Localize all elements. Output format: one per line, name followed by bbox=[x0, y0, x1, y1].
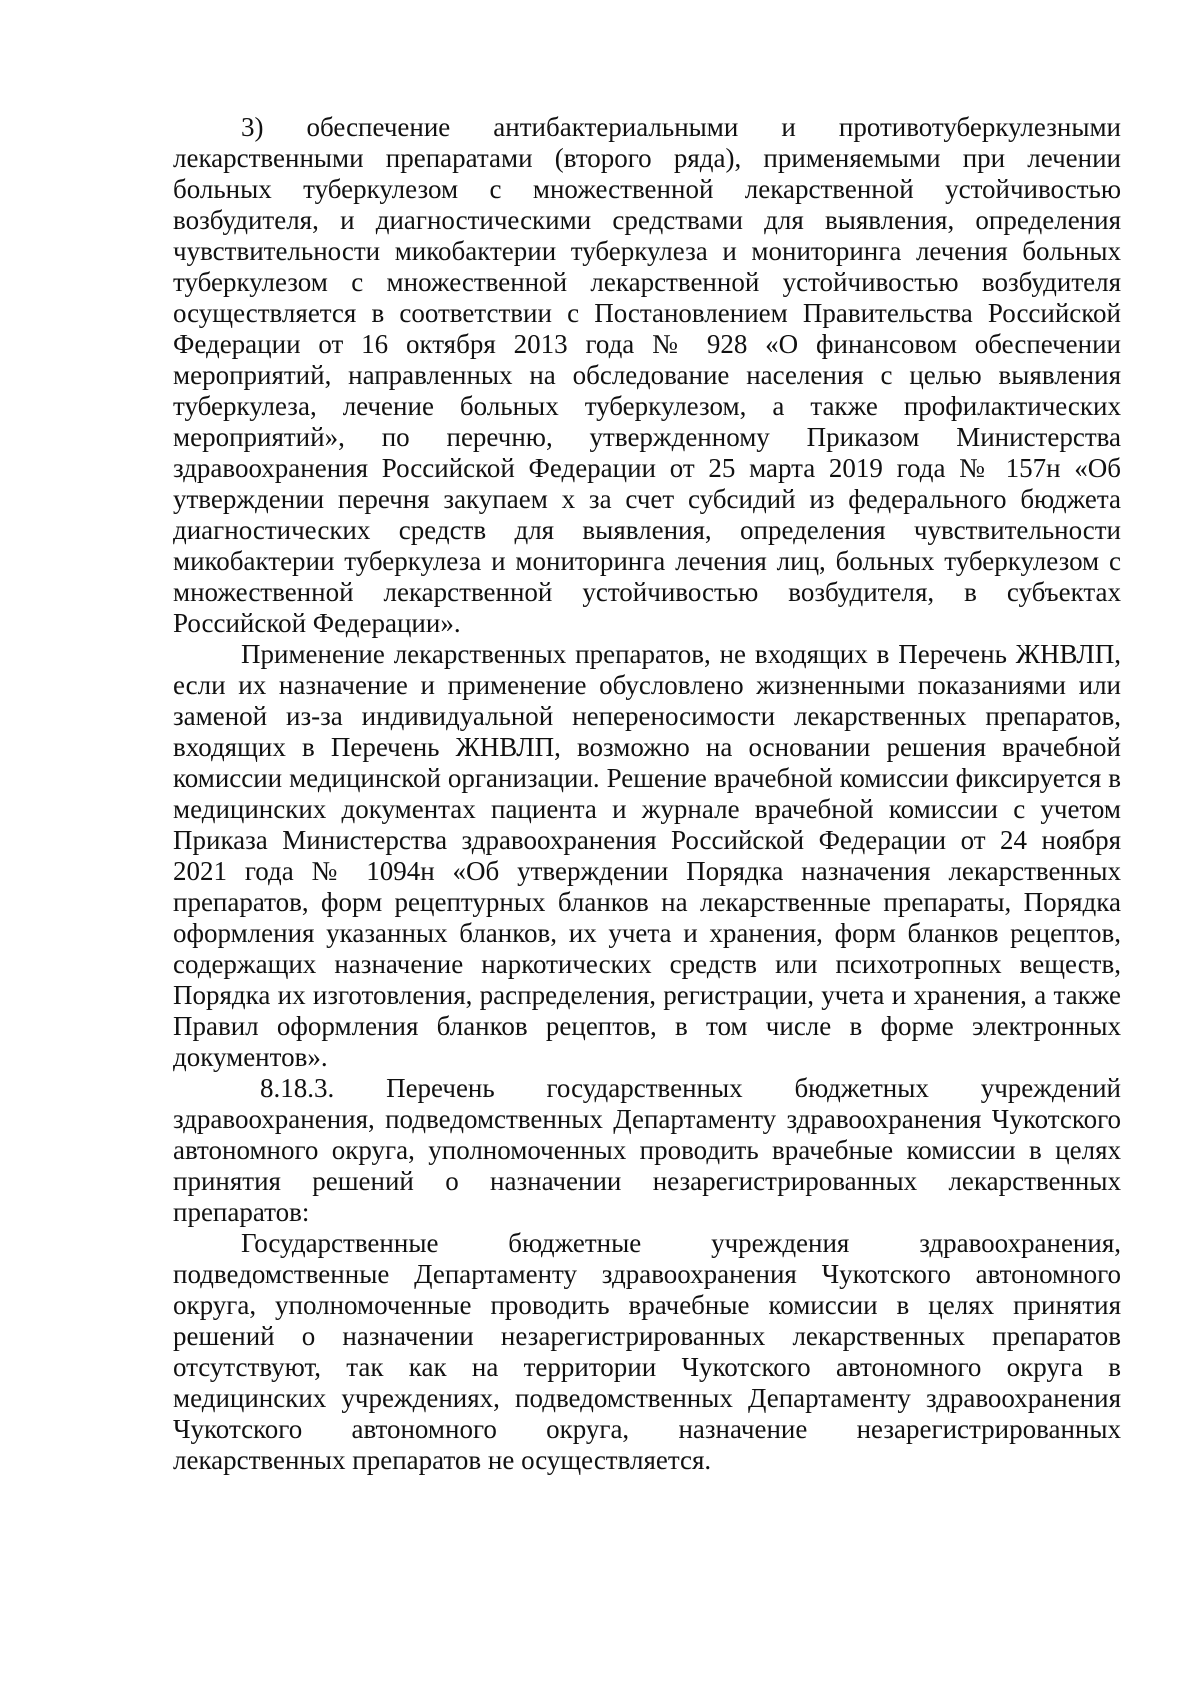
paragraph-non-zhnvlp-drugs: Применение лекарственных препаратов, не входящих в Перечень ЖНВЛП, если их назначение и применение обусловлено жизненными показаниями или заменой из-за индивидуальной непереносимости лекарственных препаратов, входящих в Перечень ЖНВЛП, возможно на основании решения врачебной комиссии медицинской организации. Решение врачебной комиссии фиксируется в медицинских документах пациента и журнале врачебной комиссии с учетом Приказа Министерства здравоохранения Российской Федерации от 24 ноября 2021 года № 1094н «Об утверждении Порядка назначения лекарственных препаратов, форм рецептурных бланков на лекарственные препараты, Порядка оформления указанных бланков, их учета и хранения, форм бланков рецептов, содержащих назначение наркотических средств или психотропных веществ, Порядка их изготовления, распределения, регистрации, учета и хранения, а также Правил оформления бланков рецептов, в том числе в форме электронных документов». bbox=[173, 639, 1121, 1072]
paragraph-section-8-18-3: 8.18.3. Перечень государственных бюджетных учреждений здравоохранения, подведомственных Департаменту здравоохранения Чукотского автономного округа, уполномоченных проводить врачебные комиссии в целях принятия решений о назначении незарегистрированных лекарственных препаратов: bbox=[173, 1073, 1121, 1227]
paragraph-no-institutions: Государственные бюджетные учреждения здравоохранения, подведомственные Департаменту здравоохранения Чукотского автономного округа, уполномоченные проводить врачебные комиссии в целях принятия решений о назначении незарегистрированных лекарственных препаратов отсутствуют, так как на территории Чукотского автономного округа в медицинских учреждениях, подведомственных Департаменту здравоохранения Чукотского автономного округа, назначение незарегистрированных лекарственных препаратов не осуществляется. bbox=[173, 1228, 1121, 1475]
paragraph-item-3-tb-drugs: 3) обеспечение антибактериальными и противотуберкулезными лекарственными препаратами (второго ряда), применяемыми при лечении больных туберкулезом с множественной лекарственной устойчивостью возбудителя, и диагностическими средствами для выявления, определения чувствительности микобактерии туберкулеза и мониторинга лечения больных туберкулезом с множественной лекарственной устойчивостью возбудителя осуществляется в соответствии с Постановлением Правительства Российской Федерации от 16 октября 2013 года № 928 «О финансовом обеспечении мероприятий, направленных на обследование населения с целью выявления туберкулеза, лечение больных туберкулезом, а также профилактических мероприятий», по перечню, утвержденному Приказом Министерства здравоохранения Российской Федерации от 25 марта 2019 года № 157н «Об утверждении перечня закупаем х за счет субсидий из федерального бюджета диагностических средств для выявления, определения чувствительности микобактерии туберкулеза и мониторинга лечения лиц, больных туберкулезом с множественной лекарственной устойчивостью возбудителя, в субъектах Российской Федерации». bbox=[173, 112, 1121, 638]
document-page bbox=[173, 112, 1121, 1476]
